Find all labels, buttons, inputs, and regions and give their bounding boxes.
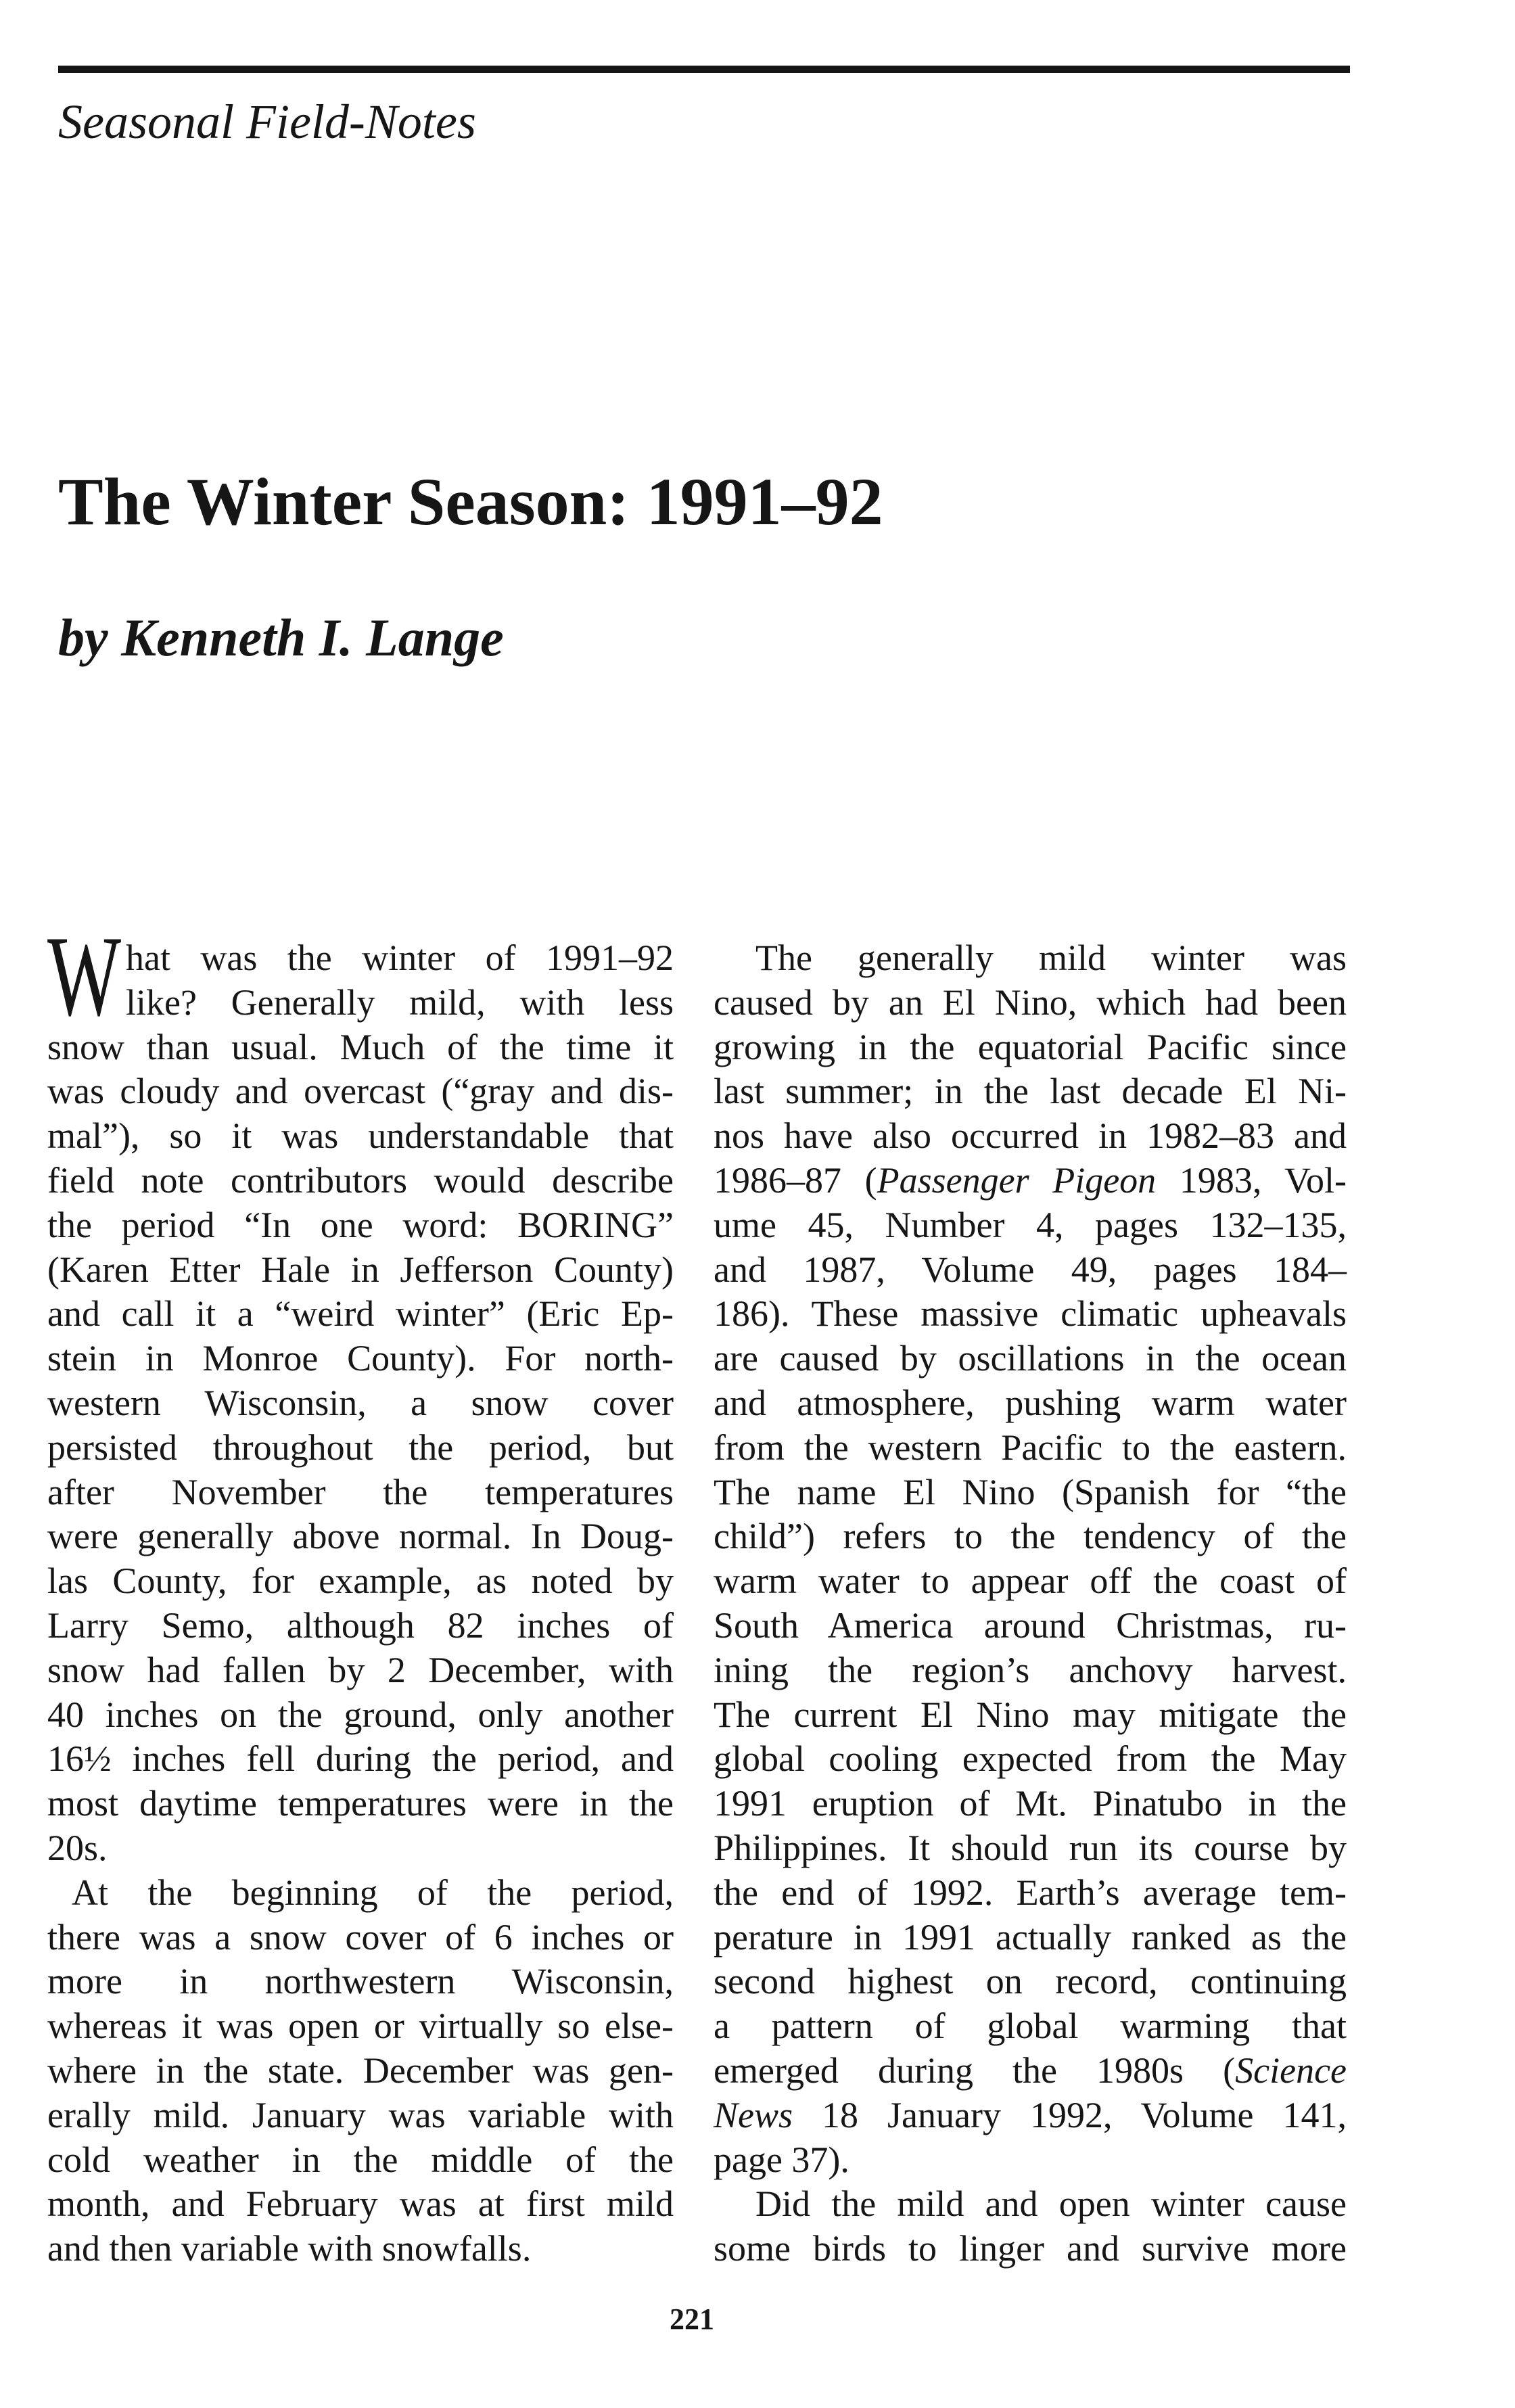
article-title: The Winter Season: 1991–92 <box>58 464 883 539</box>
text-line: 1991 eruption of Mt. Pinatubo in the <box>714 1783 1347 1824</box>
text-line: cold weather in the middle of the <box>47 2139 674 2180</box>
text-line: At the beginning of the period, <box>72 1872 674 1913</box>
journal-title: News <box>714 2094 793 2135</box>
drop-cap: W <box>47 912 122 1040</box>
text-run: 18 January 1992, Volume 141, <box>793 2094 1347 2135</box>
text-line: South America around Christmas, ru- <box>714 1604 1347 1646</box>
text-line: perature in 1991 actually ranked as the <box>714 1916 1347 1958</box>
text-line: snow had fallen by 2 December, with <box>47 1649 674 1690</box>
journal-title: Science <box>1235 2050 1347 2091</box>
text-line: more in northwestern Wisconsin, <box>47 1961 674 2002</box>
text-line: snow than usual. Much of the time it <box>47 1026 674 1067</box>
text-line: growing in the equatorial Pacific since <box>714 1026 1347 1067</box>
section-title: Seasonal Field-Notes <box>58 95 476 149</box>
text-line: the period “In one word: BORING” <box>47 1204 674 1245</box>
text-line: field note contributors would describe <box>47 1159 674 1201</box>
paragraph <box>714 936 1347 2182</box>
text-line: was cloudy and overcast (“gray and dis- <box>47 1071 674 1112</box>
text-line: child”) refers to the tendency of the <box>714 1516 1347 1557</box>
text-line: a pattern of global warming that <box>714 2006 1347 2047</box>
text-line: Did the mild and open winter cause <box>755 2183 1347 2225</box>
paragraph <box>47 912 674 1871</box>
paragraph <box>47 1871 674 2271</box>
text-run: emerged during the 1980s ( <box>714 2050 1236 2091</box>
text-line: were generally above normal. In Doug- <box>47 1516 674 1557</box>
text-line: whereas it was open or virtually so else- <box>47 2006 674 2047</box>
text-line: The name El Nino (Spanish for “the <box>714 1471 1347 1512</box>
text-line: The generally mild winter was <box>755 937 1347 978</box>
text-line: and call it a “weird winter” (Eric Ep- <box>47 1293 674 1335</box>
text-line: ume 45, Number 4, pages 132–135, <box>714 1204 1347 1245</box>
text-line: and 1987, Volume 49, pages 184– <box>714 1249 1347 1290</box>
journal-title: Passenger Pigeon <box>877 1159 1157 1201</box>
text-line: page 37). <box>714 2139 849 2180</box>
text-line: 16½ inches fell during the period, and <box>47 1738 674 1780</box>
text-line: global cooling expected from the May <box>714 1738 1347 1780</box>
text-line: where in the state. December was gen- <box>47 2050 674 2091</box>
text-line: there was a snow cover of 6 inches or <box>47 1916 674 1958</box>
text-line: after November the temperatures <box>47 1471 674 1512</box>
text-line: ining the region’s anchovy harvest. <box>714 1649 1347 1690</box>
paragraph <box>714 2182 1347 2271</box>
text-run: 1983, Vol- <box>1156 1159 1347 1201</box>
text-line: most daytime temperatures were in the <box>47 1783 674 1824</box>
text-line: 40 inches on the ground, only another <box>47 1694 674 1735</box>
text-line: The current El Nino may mitigate the <box>714 1694 1347 1735</box>
header-rule <box>58 66 1350 73</box>
text-line: are caused by oscillations in the ocean <box>714 1338 1347 1379</box>
text-line: las County, for example, as noted by <box>47 1560 674 1602</box>
page-number: 221 <box>670 2302 714 2336</box>
text-line: mal”), so it was understandable that <box>47 1115 674 1157</box>
text-line: erally mild. January was variable with <box>47 2094 674 2135</box>
text-line <box>714 2049 1347 2093</box>
text-line: 20s. <box>47 1827 108 1868</box>
text-line: nos have also occurred in 1982–83 and <box>714 1115 1347 1157</box>
text-line: the end of 1992. Earth’s average tem- <box>714 1872 1347 1913</box>
left-column <box>47 912 674 2271</box>
byline: by Kenneth I. Lange <box>58 608 504 667</box>
text-line: some birds to linger and survive more <box>714 2228 1347 2269</box>
text-run: 1986–87 ( <box>714 1159 877 1201</box>
text-line: hat was the winter of 1991–92 <box>126 937 674 978</box>
text-line <box>714 1159 1347 1203</box>
text-line: (Karen Etter Hale in Jefferson County) <box>47 1249 674 1290</box>
text-line: persisted throughout the period, but <box>47 1427 674 1468</box>
text-line: second highest on record, continuing <box>714 1961 1347 2002</box>
text-line: warm water to appear off the coast of <box>714 1560 1347 1602</box>
text-line: month, and February was at first mild <box>47 2183 674 2225</box>
text-line: Philippines. It should run its course by <box>714 1827 1347 1868</box>
text-line: Larry Semo, although 82 inches of <box>47 1604 674 1646</box>
text-line: stein in Monroe County). For north- <box>47 1338 674 1379</box>
text-line: and atmosphere, pushing warm water <box>714 1382 1347 1423</box>
text-line: western Wisconsin, a snow cover <box>47 1382 674 1423</box>
right-column <box>714 936 1347 2271</box>
text-line: 186). These massive climatic upheavals <box>714 1293 1347 1335</box>
text-line: and then variable with snowfalls. <box>47 2228 532 2269</box>
text-line <box>714 2093 1347 2138</box>
text-line: caused by an El Nino, which had been <box>714 981 1347 1023</box>
text-line: last summer; in the last decade El Ni- <box>714 1071 1347 1112</box>
text-line: like? Generally mild, with less <box>126 981 674 1023</box>
text-line: from the western Pacific to the eastern. <box>714 1427 1347 1468</box>
